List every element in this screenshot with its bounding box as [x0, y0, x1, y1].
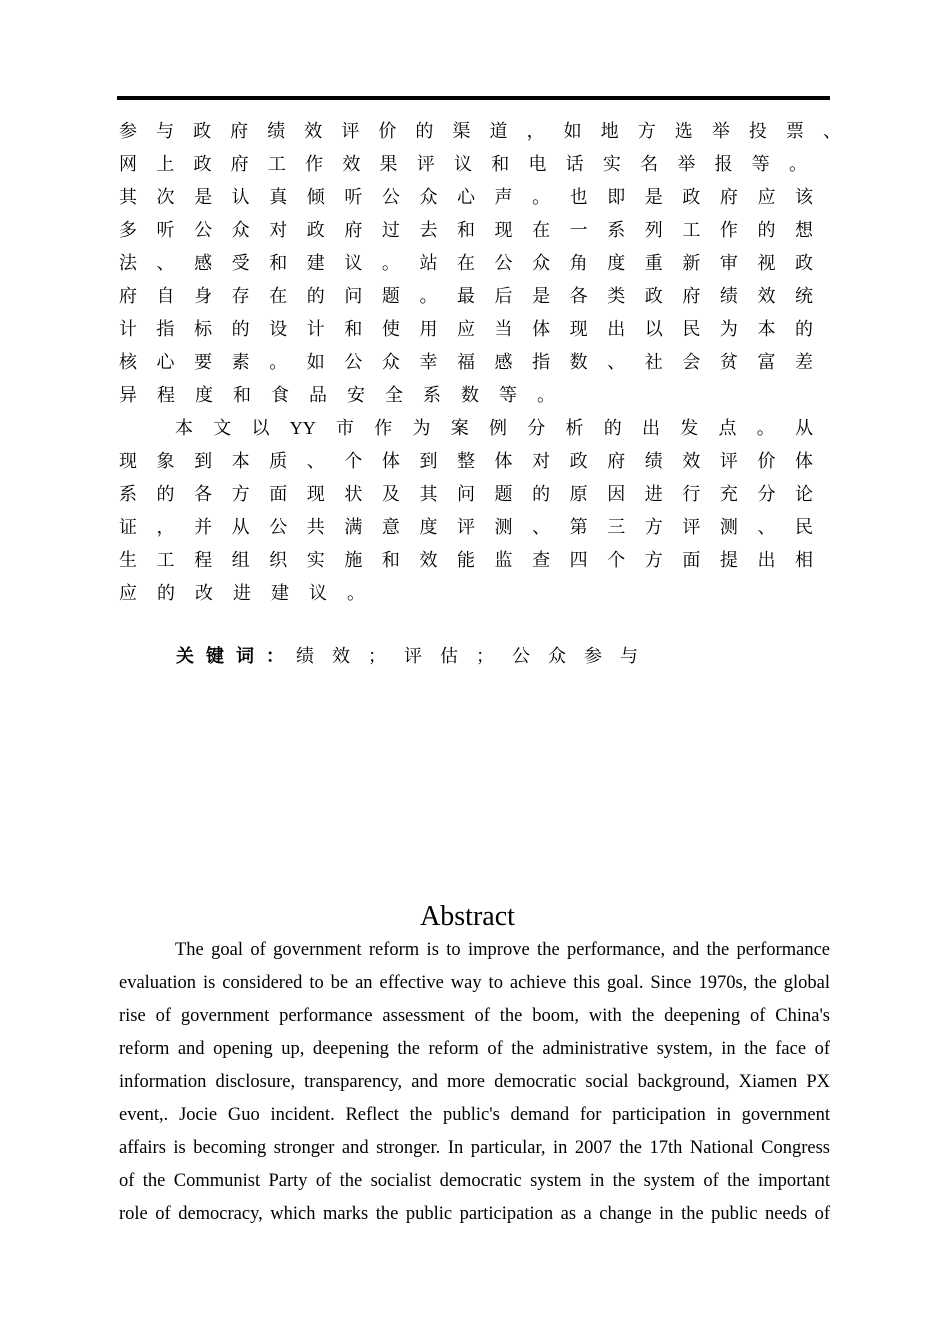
en-text-line: affairs is becoming stronger and stronger. In particular, in 2007 the 17th National Congress [119, 1138, 830, 1158]
keywords-label: 关键词： [176, 646, 296, 667]
cn-text-line: 府自身存在的问题。最后是各类政府绩效统 [119, 286, 813, 306]
cn-text-line: 应的改进建议。 [119, 583, 385, 603]
en-text-line: reform and opening up, deepening the reform of the administrative system, in the face of [119, 1039, 830, 1059]
keywords-line [176, 640, 656, 673]
en-text-line: information disclosure, transparency, and more democratic social background, Xiamen PX [119, 1072, 830, 1092]
en-text-line: evaluation is considered to be an effective way to achieve this goal. Since 1970s, the global [119, 973, 830, 993]
en-text-line: event,. Jocie Guo incident. Reflect the public's demand for participation in government [119, 1105, 830, 1125]
keywords-values: 绩效；评估；公众参与 [296, 646, 656, 666]
cn-text-line: 生工程组织实施和效能监查四个方面提出相 [119, 550, 813, 570]
cn-text-line: 网上政府工作效果评议和电话实名举报等。 [119, 154, 807, 174]
cn-text-line: 多听公众对政府过去和现在一系列工作的想 [119, 220, 813, 240]
header-rule [117, 96, 830, 100]
cn-text-line: 计指标的设计和使用应当体现出以民为本的 [119, 319, 813, 339]
cn-text-line: 本文以YY市作为案例分析的出发点。从 [175, 418, 813, 438]
abstract-title: Abstract [420, 901, 515, 932]
cn-text-line: 系的各方面现状及其问题的原因进行充分论 [119, 484, 813, 504]
cn-text-line: 其次是认真倾听公众心声。也即是政府应该 [119, 187, 813, 207]
en-text-line: role of democracy, which marks the public participation as a change in the public needs of [119, 1204, 830, 1224]
en-text-line: The goal of government reform is to improve the performance, and the performance [175, 940, 830, 960]
english-abstract-body [119, 934, 830, 1231]
chinese-abstract [119, 115, 841, 610]
cn-text-line: 异程度和食品安全系数等。 [119, 385, 575, 405]
cn-text-line: 法、感受和建议。站在公众角度重新审视政 [119, 253, 813, 273]
cn-text-line: 现象到本质、个体到整体对政府绩效评价体 [119, 451, 813, 471]
en-text-line: of the Communist Party of the socialist democratic system in the system of the important [119, 1171, 830, 1191]
cn-text-line: 核心要素。如公众幸福感指数、社会贫富差 [119, 352, 813, 372]
cn-text-line: 证，并从公共满意度评测、第三方评测、民 [119, 517, 813, 537]
en-text-line: rise of government performance assessment of the boom, with the deepening of China's [119, 1006, 830, 1026]
cn-text-line: 参与政府绩效评价的渠道，如地方选举投票、 [119, 121, 841, 141]
